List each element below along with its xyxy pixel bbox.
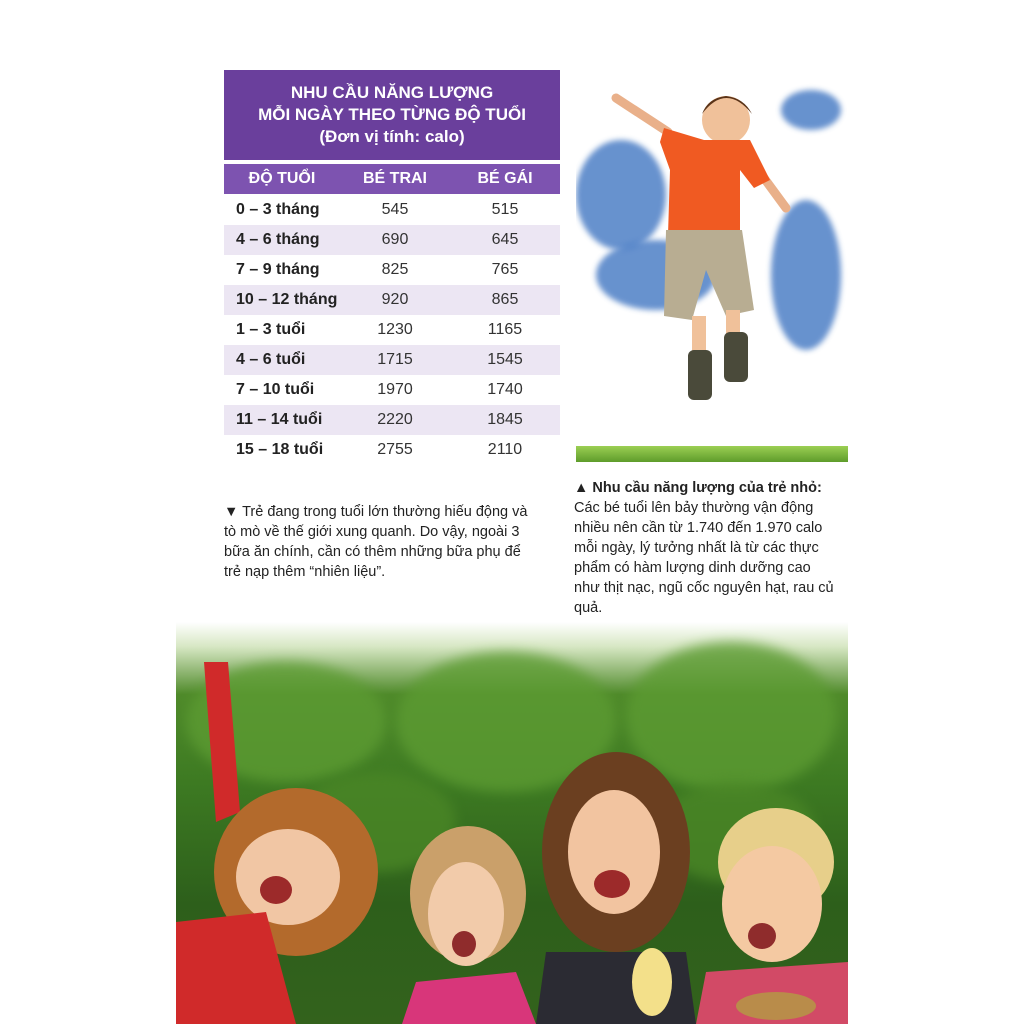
caption-right [574,478,836,618]
table-row [224,195,560,225]
cell-boy: 2220 [377,411,413,428]
grass-strip [576,446,848,462]
cell-boy: 1970 [377,381,413,398]
cell-girl: 1740 [487,381,523,398]
cell-girl: 2110 [487,441,523,458]
cell-girl: 645 [491,231,519,248]
cell-boy: 545 [381,201,409,218]
cell-girl: 1545 [487,351,523,368]
cell-boy: 690 [381,231,409,248]
cell-age: 10 – 12 tháng [236,291,338,308]
cell-age: 15 – 18 tuổi [236,441,324,458]
header-boy: BÉ TRAI [363,170,427,187]
cell-girl: 1165 [487,321,523,338]
cell-boy: 1230 [377,321,413,338]
caption-left: ▼ Trẻ đang trong tuổi lớn thường hiếu động và tò mò về thế giới xung quanh. Do vậy, ngoài 3 bữa ăn chính, cần có thêm những bữa phụ để trẻ nạp thêm “nhiên liệu”. [224,504,528,580]
boy-illustration [576,70,848,462]
cell-age: 7 – 10 tuổi [236,381,315,398]
children-photo [176,622,848,1024]
cell-boy: 825 [381,261,409,278]
cell-girl: 865 [491,291,519,308]
cell-age: 4 – 6 tháng [236,231,320,248]
cell-age: 11 – 14 tuổi [236,411,323,428]
table-row [224,315,560,345]
table-row [224,375,560,405]
caption-right-heading: ▲ Nhu cầu năng lượng của trẻ nhỏ: [574,480,822,496]
cell-age: 7 – 9 tháng [236,261,320,278]
header-girl: BÉ GÁI [477,170,533,187]
table-row [224,435,560,465]
table-body [224,195,560,465]
table-row [224,225,560,255]
table-row [224,255,560,285]
children-illustration [176,622,848,1024]
table-row [224,405,560,435]
table-title-line3: (Đơn vị tính: calo) [319,127,465,146]
table-header-row [224,164,560,194]
jumping-boy-photo [576,70,848,462]
table-title [224,70,560,160]
cell-age: 4 – 6 tuổi [236,351,306,368]
cell-girl: 515 [491,201,519,218]
cell-girl: 765 [491,261,519,278]
cell-boy: 920 [381,291,409,308]
cell-girl: 1845 [487,411,523,428]
caption-right-text: Các bé tuổi lên bảy thường vận động nhiều nên cần từ 1.740 đến 1.970 calo mỗi ngày, lý tưởng nhất là từ các thực phẩm có hàm lượng dinh dưỡng cao như thịt nạc, ngũ cốc nguyên hạt, rau củ quả. [574,500,834,616]
cell-age: 0 – 3 tháng [236,201,320,218]
table-title-line1: NHU CẦU NĂNG LƯỢNG [290,83,494,102]
table-row [224,285,560,315]
cell-boy: 2755 [377,441,413,458]
table-row [224,345,560,375]
cell-age: 1 – 3 tuổi [236,321,306,338]
header-age: ĐỘ TUỔI [248,170,316,187]
cell-boy: 1715 [377,351,413,368]
table-title-line2: MỖI NGÀY THEO TỪNG ĐỘ TUỔI [258,105,526,124]
